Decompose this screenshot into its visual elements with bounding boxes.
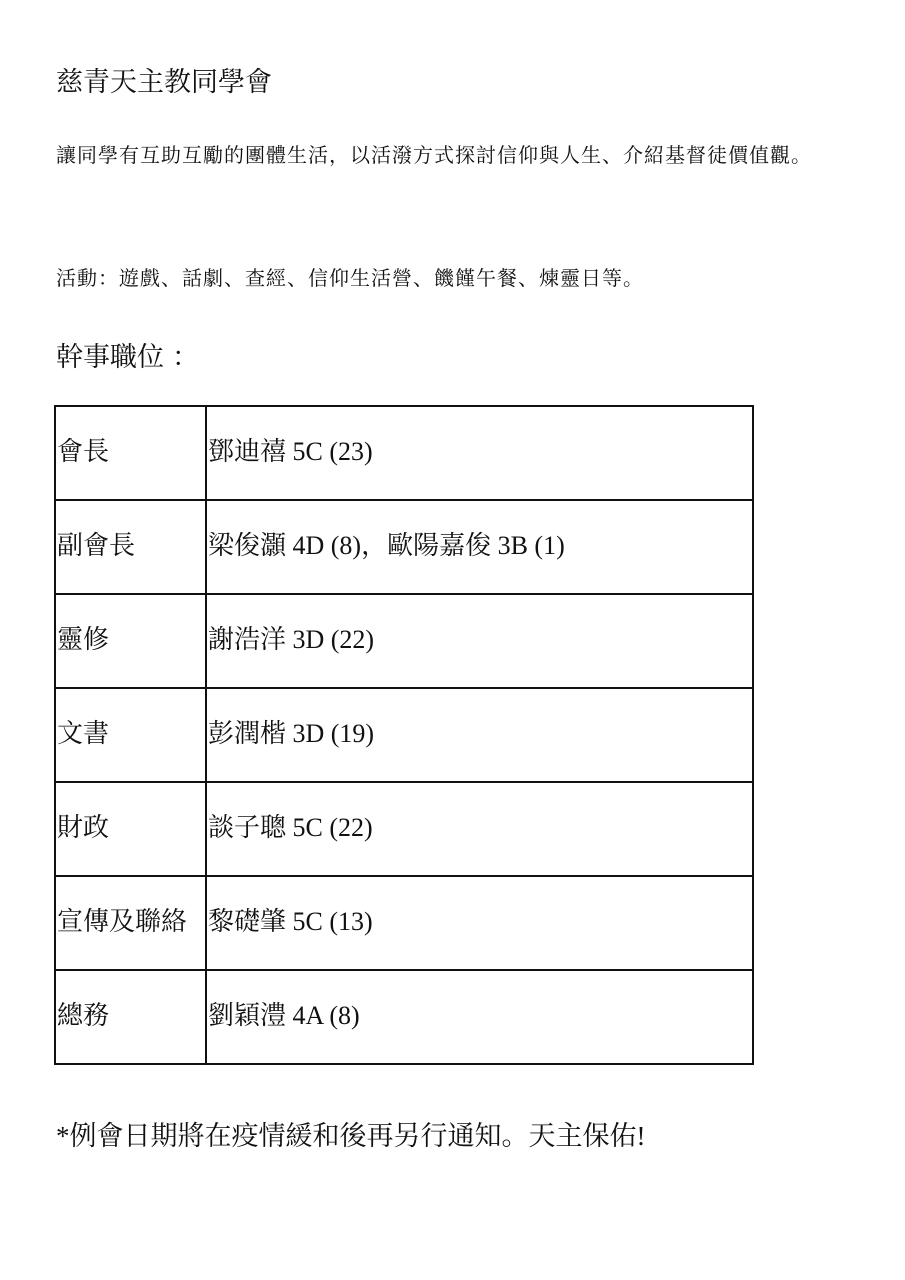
table-row <box>55 406 753 500</box>
table-row <box>55 688 753 782</box>
officers-heading-text: 幹事職位 <box>56 342 164 372</box>
intro-paragraph: 讓同學有互助互勵的團體生活，以活潑方式探討信仰與人生、介紹基督徒價值觀。 <box>56 143 812 167</box>
role-cell: 財政 <box>55 782 206 876</box>
officers-heading <box>56 339 199 375</box>
role-cell: 會長 <box>55 406 206 500</box>
role-cell: 文書 <box>55 688 206 782</box>
table-row <box>55 876 753 970</box>
role-cell: 總務 <box>55 970 206 1064</box>
name-cell: 劉穎澧 4A (8) <box>206 970 753 1064</box>
table-row <box>55 782 753 876</box>
name-cell: 梁俊灝 4D (8)，歐陽嘉俊 3B (1) <box>206 500 753 594</box>
page-title: 慈青天主教同學會 <box>56 67 272 97</box>
name-cell: 談子聰 5C (22) <box>206 782 753 876</box>
table-row <box>55 594 753 688</box>
table-row <box>55 500 753 594</box>
role-cell: 宣傳及聯絡 <box>55 876 206 970</box>
officers-heading-colon: ： <box>172 342 199 372</box>
activities-line: 活動：遊戲、話劇、查經、信仰生活營、饑饉午餐、煉靈日等。 <box>56 266 644 290</box>
name-cell: 謝浩洋 3D (22) <box>206 594 753 688</box>
officers-table <box>54 405 754 1065</box>
role-cell: 副會長 <box>55 500 206 594</box>
table-row <box>55 970 753 1064</box>
meeting-notice: *例會日期將在疫情緩和後再另行通知。天主保佑! <box>56 1121 646 1151</box>
name-cell: 鄧迪禧 5C (23) <box>206 406 753 500</box>
name-cell: 黎礎肇 5C (13) <box>206 876 753 970</box>
name-cell: 彭潤楷 3D (19) <box>206 688 753 782</box>
role-cell: 靈修 <box>55 594 206 688</box>
